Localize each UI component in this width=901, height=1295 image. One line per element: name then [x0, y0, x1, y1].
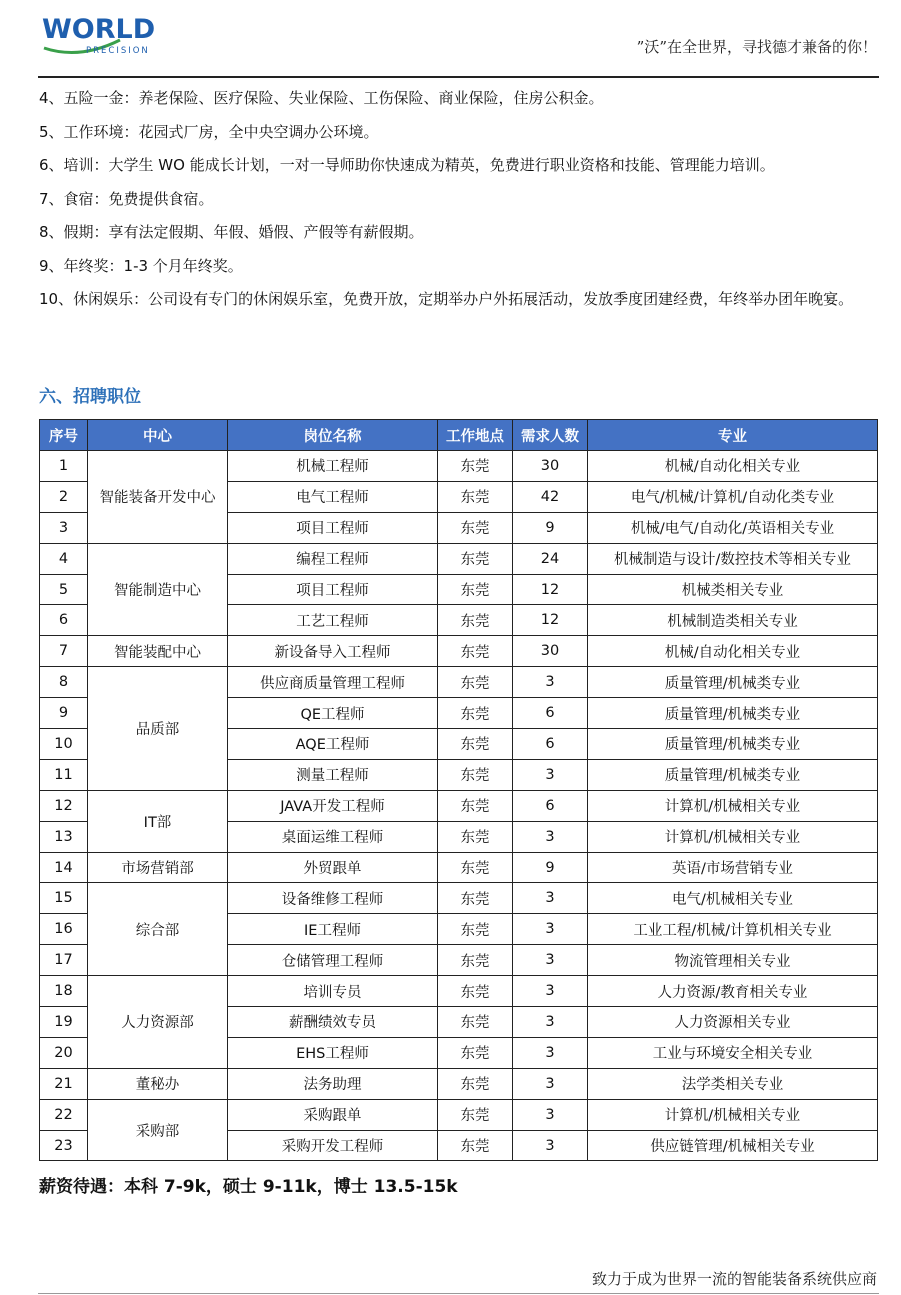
cell-position: 薪酬绩效专员 [228, 1007, 438, 1038]
cell-index: 7 [40, 636, 88, 667]
cell-index: 3 [40, 512, 88, 543]
table-row [40, 667, 878, 698]
table-row [40, 543, 878, 574]
cell-location: 东莞 [438, 729, 513, 760]
cell-headcount: 24 [513, 543, 588, 574]
cell-index: 5 [40, 574, 88, 605]
cell-headcount: 12 [513, 605, 588, 636]
logo-word: WORLD [42, 14, 156, 45]
cell-major: 计算机/机械相关专业 [588, 821, 878, 852]
cell-major: 电气/机械/计算机/自动化类专业 [588, 481, 878, 512]
header-slogan: ”沃”在全世界，寻找德才兼备的你！ [636, 38, 877, 56]
cell-center: IT部 [88, 790, 228, 852]
cell-position: 仓储管理工程师 [228, 945, 438, 976]
cell-center: 智能装配中心 [88, 636, 228, 667]
footer-divider [38, 1293, 879, 1294]
benefit-item: 7、食宿：免费提供食宿。 [39, 189, 214, 208]
column-header: 专业 [588, 420, 878, 451]
table-row [40, 451, 878, 482]
cell-major: 工业与环境安全相关专业 [588, 1037, 878, 1068]
cell-headcount: 3 [513, 1068, 588, 1099]
cell-headcount: 3 [513, 667, 588, 698]
cell-position: 法务助理 [228, 1068, 438, 1099]
cell-index: 18 [40, 976, 88, 1007]
table-row [40, 790, 878, 821]
cell-major: 机械类相关专业 [588, 574, 878, 605]
cell-position: QE工程师 [228, 698, 438, 729]
benefit-item: 8、假期：享有法定假期、年假、婚假、产假等有薪假期。 [39, 223, 424, 241]
cell-location: 东莞 [438, 512, 513, 543]
cell-position: 采购开发工程师 [228, 1130, 438, 1161]
cell-index: 20 [40, 1037, 88, 1068]
cell-position: 编程工程师 [228, 543, 438, 574]
cell-headcount: 3 [513, 1099, 588, 1130]
cell-index: 14 [40, 852, 88, 883]
cell-index: 21 [40, 1068, 88, 1099]
cell-center: 董秘办 [88, 1068, 228, 1099]
cell-location: 东莞 [438, 667, 513, 698]
cell-location: 东莞 [438, 605, 513, 636]
cell-major: 工业工程/机械/计算机相关专业 [588, 914, 878, 945]
cell-location: 东莞 [438, 1007, 513, 1038]
cell-position: 测量工程师 [228, 759, 438, 790]
cell-location: 东莞 [438, 1037, 513, 1068]
cell-position: 外贸跟单 [228, 852, 438, 883]
column-header: 岗位名称 [228, 420, 438, 451]
page-header [0, 0, 901, 80]
table-row [40, 883, 878, 914]
column-header: 工作地点 [438, 420, 513, 451]
cell-position: 工艺工程师 [228, 605, 438, 636]
cell-location: 东莞 [438, 759, 513, 790]
cell-center: 智能制造中心 [88, 543, 228, 636]
cell-location: 东莞 [438, 1099, 513, 1130]
cell-major: 机械制造类相关专业 [588, 605, 878, 636]
cell-index: 16 [40, 914, 88, 945]
cell-major: 英语/市场营销专业 [588, 852, 878, 883]
cell-center: 市场营销部 [88, 852, 228, 883]
benefit-item: 5、工作环境：花园式厂房，全中央空调办公环境。 [39, 122, 379, 141]
cell-major: 机械/自动化相关专业 [588, 636, 878, 667]
cell-position: 机械工程师 [228, 451, 438, 482]
cell-headcount: 3 [513, 883, 588, 914]
world-precision-logo [40, 10, 170, 58]
cell-index: 4 [40, 543, 88, 574]
table-row [40, 976, 878, 1007]
cell-major: 机械制造与设计/数控技术等相关专业 [588, 543, 878, 574]
cell-index: 1 [40, 451, 88, 482]
cell-major: 供应链管理/机械相关专业 [588, 1130, 878, 1161]
cell-position: 设备维修工程师 [228, 883, 438, 914]
cell-headcount: 3 [513, 976, 588, 1007]
cell-position: 供应商质量管理工程师 [228, 667, 438, 698]
cell-position: 桌面运维工程师 [228, 821, 438, 852]
cell-center: 智能装备开发中心 [88, 451, 228, 544]
benefit-item: 6、培训：大学生 WO 能成长计划，一对一导师助你快速成为精英，免费进行职业资格和技能、管理能力培训。 [39, 156, 775, 174]
cell-center: 采购部 [88, 1099, 228, 1161]
cell-headcount: 9 [513, 512, 588, 543]
cell-position: 项目工程师 [228, 574, 438, 605]
cell-headcount: 3 [513, 759, 588, 790]
cell-position: EHS工程师 [228, 1037, 438, 1068]
table-row [40, 1068, 878, 1099]
table-header-row [40, 420, 878, 451]
cell-center: 综合部 [88, 883, 228, 976]
cell-index: 17 [40, 945, 88, 976]
cell-headcount: 3 [513, 945, 588, 976]
cell-location: 东莞 [438, 821, 513, 852]
cell-center: 人力资源部 [88, 976, 228, 1069]
cell-headcount: 42 [513, 481, 588, 512]
table-body [40, 451, 878, 1161]
cell-position: 培训专员 [228, 976, 438, 1007]
cell-position: AQE工程师 [228, 729, 438, 760]
cell-location: 东莞 [438, 790, 513, 821]
cell-index: 23 [40, 1130, 88, 1161]
cell-position: 采购跟单 [228, 1099, 438, 1130]
cell-headcount: 12 [513, 574, 588, 605]
cell-major: 质量管理/机械类专业 [588, 667, 878, 698]
cell-major: 质量管理/机械类专业 [588, 698, 878, 729]
cell-headcount: 3 [513, 914, 588, 945]
cell-headcount: 30 [513, 451, 588, 482]
cell-location: 东莞 [438, 481, 513, 512]
job-table [39, 419, 878, 1161]
benefit-item: 9、年终奖：1-3 个月年终奖。 [39, 256, 243, 275]
cell-position: JAVA开发工程师 [228, 790, 438, 821]
cell-major: 计算机/机械相关专业 [588, 1099, 878, 1130]
cell-index: 22 [40, 1099, 88, 1130]
column-header: 需求人数 [513, 420, 588, 451]
cell-major: 质量管理/机械类专业 [588, 729, 878, 760]
cell-location: 东莞 [438, 976, 513, 1007]
cell-major: 物流管理相关专业 [588, 945, 878, 976]
logo-sub: PRECISION [86, 46, 150, 56]
table-row [40, 636, 878, 667]
cell-index: 10 [40, 729, 88, 760]
cell-major: 质量管理/机械类专业 [588, 759, 878, 790]
benefits-list [39, 82, 879, 317]
cell-headcount: 9 [513, 852, 588, 883]
cell-headcount: 3 [513, 1130, 588, 1161]
cell-index: 11 [40, 759, 88, 790]
cell-location: 东莞 [438, 451, 513, 482]
cell-index: 6 [40, 605, 88, 636]
cell-headcount: 6 [513, 790, 588, 821]
cell-major: 电气/机械相关专业 [588, 883, 878, 914]
cell-index: 8 [40, 667, 88, 698]
cell-major: 机械/电气/自动化/英语相关专业 [588, 512, 878, 543]
cell-location: 东莞 [438, 945, 513, 976]
cell-major: 法学类相关专业 [588, 1068, 878, 1099]
cell-headcount: 3 [513, 1007, 588, 1038]
cell-headcount: 6 [513, 698, 588, 729]
cell-index: 19 [40, 1007, 88, 1038]
cell-headcount: 3 [513, 821, 588, 852]
section-title: 六、招聘职位 [39, 387, 141, 407]
cell-major: 人力资源/教育相关专业 [588, 976, 878, 1007]
column-header: 中心 [88, 420, 228, 451]
column-header: 序号 [40, 420, 88, 451]
table-row [40, 852, 878, 883]
cell-location: 东莞 [438, 1130, 513, 1161]
cell-position: IE工程师 [228, 914, 438, 945]
benefit-item: 4、五险一金：养老保险、医疗保险、失业保险、工伤保险、商业保险，住房公积金。 [39, 89, 604, 107]
cell-location: 东莞 [438, 574, 513, 605]
footer-slogan: 致力于成为世界一流的智能装备系统供应商 [591, 1270, 877, 1288]
cell-headcount: 30 [513, 636, 588, 667]
cell-major: 计算机/机械相关专业 [588, 790, 878, 821]
cell-location: 东莞 [438, 698, 513, 729]
cell-index: 2 [40, 481, 88, 512]
cell-headcount: 6 [513, 729, 588, 760]
cell-position: 新设备导入工程师 [228, 636, 438, 667]
table-row [40, 1099, 878, 1130]
cell-location: 东莞 [438, 1068, 513, 1099]
header-divider [38, 76, 879, 78]
salary-info: 薪资待遇：本科 7-9k，硕士 9-11k，博士 13.5-15k [39, 1177, 458, 1197]
benefit-item: 10、休闲娱乐：公司设有专门的休闲娱乐室，免费开放，定期举办户外拓展活动，发放季度团建经费，年终举办团年晚宴。 [39, 290, 854, 308]
cell-index: 15 [40, 883, 88, 914]
cell-position: 项目工程师 [228, 512, 438, 543]
cell-index: 13 [40, 821, 88, 852]
cell-location: 东莞 [438, 636, 513, 667]
cell-major: 人力资源相关专业 [588, 1007, 878, 1038]
cell-location: 东莞 [438, 543, 513, 574]
cell-center: 品质部 [88, 667, 228, 791]
cell-position: 电气工程师 [228, 481, 438, 512]
cell-index: 9 [40, 698, 88, 729]
cell-location: 东莞 [438, 852, 513, 883]
cell-location: 东莞 [438, 883, 513, 914]
cell-major: 机械/自动化相关专业 [588, 451, 878, 482]
cell-headcount: 3 [513, 1037, 588, 1068]
cell-index: 12 [40, 790, 88, 821]
cell-location: 东莞 [438, 914, 513, 945]
